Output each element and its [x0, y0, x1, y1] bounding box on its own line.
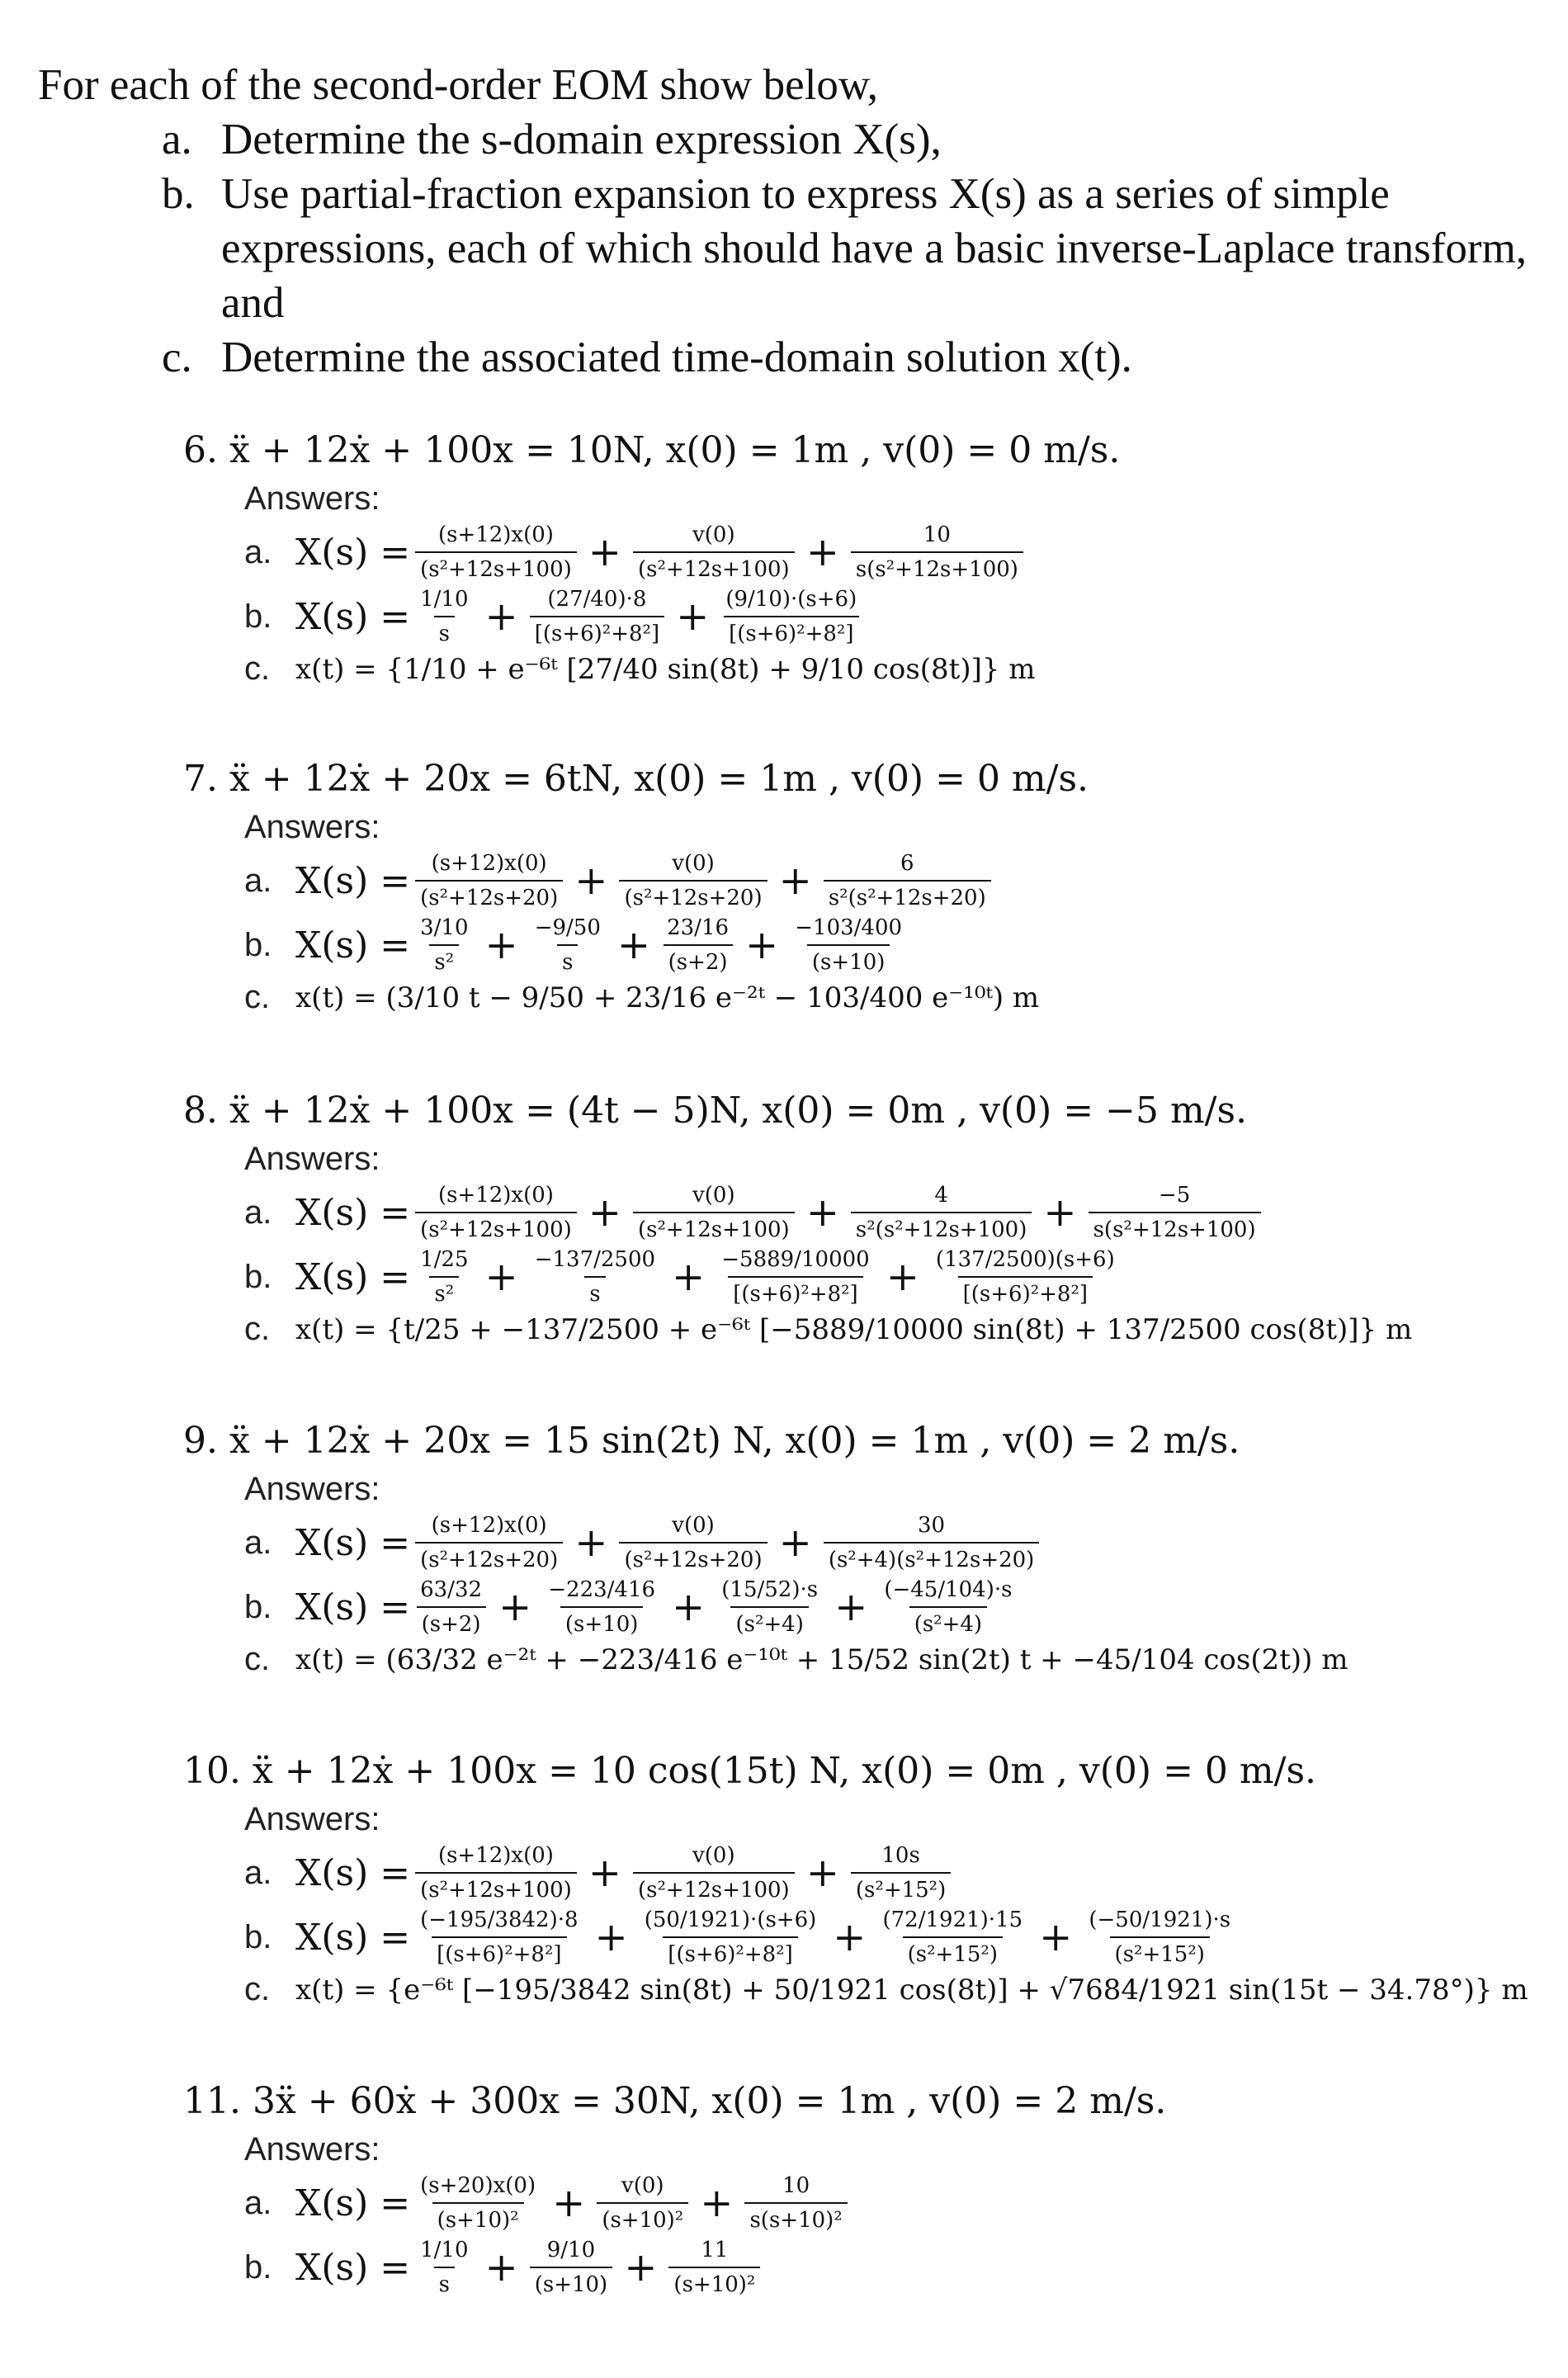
lhs: X(s) = — [295, 1586, 411, 1629]
fraction-term — [744, 2172, 847, 2234]
answer-c — [244, 650, 1036, 688]
denominator: [(s+6)²+8²] — [663, 1936, 797, 1968]
answer-letter: a. — [244, 1524, 272, 1561]
numerator: (72/1921)·15 — [882, 1908, 1023, 1932]
answer-letter: c. — [244, 1311, 271, 1347]
time-domain-solution: x(t) = {1/10 + e⁻⁶ᵗ [27/40 sin(8t) + 9/10 cos(8t)]} m — [295, 652, 1036, 686]
numerator: v(0) — [692, 1843, 735, 1868]
plus-operator: + — [1039, 1914, 1073, 1960]
fraction-term — [530, 2237, 613, 2298]
problem-statement — [183, 1750, 1316, 1792]
denominator: (s²+4)(s²+12s+20) — [824, 1542, 1040, 1573]
answer-c — [244, 1641, 1348, 1678]
problem-number: 11. — [183, 2080, 241, 2122]
numerator: (15/52)·s — [721, 1577, 819, 1602]
fraction-term — [790, 915, 907, 976]
numerator: v(0) — [672, 1513, 715, 1538]
fraction-term — [716, 1577, 823, 1638]
problem-eom: ẍ + 12ẋ + 100x = 10N, x(0) = 1m , v(0) = 0 m/s. — [229, 429, 1121, 471]
numerator: (137/2500)(s+6) — [935, 1247, 1115, 1272]
answer-c — [244, 1311, 1412, 1348]
answers-label: Answers: — [244, 2131, 380, 2168]
plus-operator: + — [594, 1914, 628, 1960]
denominator: s — [434, 616, 455, 647]
denominator: (s²+12s+100) — [415, 1212, 577, 1243]
answers-label: Answers: — [244, 1471, 380, 1507]
fraction-term — [530, 915, 606, 976]
instruction-item — [38, 112, 1568, 167]
plus-operator: + — [484, 2244, 518, 2291]
answers-label: Answers: — [244, 809, 380, 845]
denominator: (s²+4) — [730, 1606, 808, 1638]
answer-a — [244, 2172, 852, 2234]
fraction-term — [415, 1577, 487, 1638]
numerator: −9/50 — [534, 915, 601, 940]
plus-operator: + — [552, 2180, 586, 2226]
fraction-term — [415, 1182, 577, 1243]
answer-letter: a. — [244, 862, 272, 899]
problem-statement — [183, 2080, 1166, 2122]
denominator: (s²+15²) — [903, 1936, 1003, 1968]
fraction-term — [716, 1246, 874, 1307]
answer-b — [244, 2237, 765, 2298]
fraction-term — [851, 522, 1023, 583]
denominator: (s²+12s+20) — [619, 880, 767, 911]
problem-number: 10. — [183, 1750, 241, 1792]
denominator: (s+10)² — [597, 2202, 688, 2234]
fraction-term — [415, 1907, 583, 1968]
numerator: 4 — [934, 1183, 948, 1208]
fraction-term — [720, 586, 862, 647]
numerator: (s+20)x(0) — [420, 2173, 536, 2198]
answer-c — [244, 1971, 1528, 2008]
fraction-term — [1084, 1907, 1235, 1968]
denominator: [(s+6)²+8²] — [724, 616, 858, 647]
numerator: (−195/3842)·8 — [420, 1908, 579, 1932]
problem-statement — [183, 758, 1089, 800]
plus-operator: + — [588, 529, 621, 575]
fraction-term — [633, 1182, 795, 1243]
denominator: (s²+12s+20) — [415, 880, 563, 911]
instruction-letter: b. — [162, 170, 195, 218]
plus-operator: + — [672, 1254, 706, 1300]
time-domain-solution: x(t) = (3/10 t − 9/50 + 23/16 e⁻²ᵗ − 103/400 e⁻¹⁰ᵗ) m — [295, 981, 1040, 1014]
denominator: s — [584, 1276, 605, 1307]
time-domain-solution: x(t) = (63/32 e⁻²ᵗ + −223/416 e⁻¹⁰ᵗ + 15/52 sin(2t) t + −45/104 cos(2t)) m — [295, 1643, 1348, 1676]
numerator: (−50/1921)·s — [1089, 1908, 1231, 1932]
answers-label: Answers: — [244, 1801, 380, 1837]
instruction-item — [38, 330, 1568, 385]
denominator: (s+10)² — [432, 2202, 524, 2234]
fraction-term — [415, 850, 563, 911]
instruction-text: Determine the s-domain expression X(s), — [221, 116, 942, 163]
numerator: 11 — [701, 2238, 729, 2262]
plus-operator: + — [672, 1584, 706, 1630]
numerator: 63/32 — [420, 1577, 483, 1602]
answer-letter: b. — [244, 926, 272, 963]
answer-b — [244, 586, 867, 647]
fraction-term — [633, 1842, 795, 1903]
denominator: (s+2) — [417, 1606, 486, 1638]
instruction-text: Use partial-fraction expansion to express X(s) as a series of simple expressions, each of which should have a basic inverse-Laplace transform, and — [221, 170, 1528, 327]
answer-a — [244, 1842, 956, 1903]
answer-letter: a. — [244, 1194, 272, 1231]
answer-b — [244, 1246, 1125, 1307]
fraction-term — [931, 1246, 1120, 1307]
answer-letter: c. — [244, 1971, 271, 2007]
numerator: (50/1921)·(s+6) — [644, 1908, 817, 1932]
plus-operator: + — [805, 1850, 839, 1896]
fraction-term — [633, 522, 795, 583]
denominator: (s²+4) — [909, 1606, 987, 1638]
answer-a — [244, 850, 996, 911]
instruction-letter: c. — [162, 333, 192, 381]
fraction-term — [824, 850, 991, 911]
answer-b — [244, 915, 912, 976]
lhs: X(s) = — [295, 531, 411, 574]
numerator: v(0) — [621, 2173, 664, 2198]
problem-number: 6. — [183, 429, 218, 471]
denominator: [(s+6)²+8²] — [432, 1936, 566, 1968]
denominator: s — [434, 2267, 455, 2298]
fraction-term — [851, 1842, 951, 1903]
denominator: s — [557, 944, 578, 976]
fraction-term — [415, 586, 473, 647]
fraction-term — [878, 1907, 1028, 1968]
plus-operator: + — [498, 1584, 532, 1630]
plus-operator: + — [778, 1520, 812, 1566]
plus-operator: + — [484, 1254, 518, 1300]
denominator: (s²+12s+100) — [415, 1872, 577, 1903]
fraction-term — [619, 850, 767, 911]
numerator: 10s — [881, 1843, 920, 1868]
time-domain-solution: x(t) = {e⁻⁶ᵗ [−195/3842 sin(8t) + 50/1921 cos(8t)] + √7684/1921 sin(15t − 34.78°)} m — [295, 1973, 1528, 2007]
numerator: 10 — [782, 2173, 810, 2198]
fraction-term — [597, 2172, 688, 2234]
fraction-term — [824, 1512, 1040, 1573]
numerator: 3/10 — [420, 915, 469, 940]
numerator: (s+12)x(0) — [437, 1843, 554, 1868]
problem-eom: 3ẍ + 60ẋ + 300x = 30N, x(0) = 1m , v(0) = 2 m/s. — [252, 2080, 1167, 2122]
problem-eom: ẍ + 12ẋ + 20x = 15 sin(2t) N, x(0) = 1m , v(0) = 2 m/s. — [229, 1420, 1240, 1462]
fraction-term — [662, 915, 734, 976]
answer-letter: c. — [244, 979, 271, 1015]
numerator: 9/10 — [546, 2238, 596, 2262]
fraction-term — [415, 1842, 577, 1903]
denominator: (s²+15²) — [1110, 1936, 1210, 1968]
numerator: v(0) — [692, 1183, 735, 1208]
plus-operator: + — [700, 2180, 734, 2226]
answer-letter: a. — [244, 1854, 272, 1891]
denominator: s(s+10)² — [744, 2202, 847, 2234]
numerator: 23/16 — [667, 915, 730, 940]
answer-a — [244, 1182, 1266, 1243]
plus-operator: + — [484, 593, 518, 640]
numerator: 30 — [918, 1513, 946, 1538]
plus-operator: + — [1043, 1189, 1077, 1236]
fraction-term — [530, 586, 664, 647]
time-domain-solution: x(t) = {t/25 + −137/2500 + e⁻⁶ᵗ [−5889/10000 sin(8t) + 137/2500 cos(8t)]} m — [295, 1312, 1413, 1346]
denominator: s² — [429, 1276, 459, 1307]
plus-operator: + — [624, 2244, 658, 2291]
fraction-term — [668, 2237, 760, 2298]
fraction-term — [1089, 1182, 1261, 1243]
answer-b — [244, 1577, 1022, 1638]
answer-letter: b. — [244, 598, 272, 635]
denominator: [(s+6)²+8²] — [530, 616, 664, 647]
answer-letter: a. — [244, 2184, 272, 2221]
fraction-term — [879, 1577, 1017, 1638]
numerator: −103/400 — [795, 915, 903, 940]
plus-operator: + — [805, 529, 839, 575]
problem-eom: ẍ + 12ẋ + 20x = 6tN, x(0) = 1m , v(0) = 0 m/s. — [229, 758, 1089, 800]
denominator: (s²+12s+100) — [633, 1872, 795, 1903]
instruction-letter: a. — [162, 116, 192, 163]
lhs: X(s) = — [295, 1521, 411, 1564]
fraction-term — [415, 522, 577, 583]
answers-label: Answers: — [244, 480, 380, 517]
numerator: 6 — [900, 851, 914, 876]
fraction-term — [415, 2237, 473, 2298]
lhs: X(s) = — [295, 2246, 411, 2289]
problem-number: 7. — [183, 758, 218, 800]
denominator: s²(s²+12s+20) — [824, 880, 991, 911]
answer-letter: b. — [244, 1258, 272, 1295]
numerator: v(0) — [692, 522, 735, 547]
instructions-list — [38, 112, 1568, 385]
fraction-term — [415, 2172, 541, 2234]
problem-statement — [183, 1090, 1247, 1132]
denominator: (s+10) — [560, 1606, 644, 1638]
denominator: (s²+12s+100) — [633, 551, 795, 583]
numerator: −5889/10000 — [721, 1247, 870, 1272]
instruction-item — [38, 167, 1568, 330]
fraction-term — [530, 1246, 660, 1307]
answer-letter: b. — [244, 2248, 272, 2286]
answers-label: Answers: — [244, 1141, 380, 1177]
lhs: X(s) = — [295, 595, 411, 638]
numerator: −137/2500 — [534, 1247, 656, 1272]
plus-operator: + — [588, 1850, 621, 1896]
answer-b — [244, 1907, 1240, 1968]
fraction-term — [415, 915, 473, 976]
answer-letter: b. — [244, 1918, 272, 1955]
plus-operator: + — [574, 858, 608, 904]
denominator: [(s+6)²+8²] — [728, 1276, 862, 1307]
problem-eom: ẍ + 12ẋ + 100x = (4t − 5)N, x(0) = 0m , v(0) = −5 m/s. — [229, 1090, 1248, 1132]
answer-letter: b. — [244, 1588, 272, 1625]
answer-a — [244, 1512, 1044, 1573]
answer-c — [244, 979, 1039, 1016]
numerator: 10 — [923, 522, 951, 547]
numerator: (s+12)x(0) — [431, 851, 547, 876]
numerator: (s+12)x(0) — [437, 522, 554, 547]
denominator: s(s²+12s+100) — [1089, 1212, 1261, 1243]
numerator: −223/416 — [548, 1577, 656, 1602]
lhs: X(s) = — [295, 2182, 411, 2224]
instructions-lead: For each of the second-order EOM show below, — [38, 61, 878, 109]
problem-statement — [183, 429, 1120, 471]
plus-operator: + — [484, 922, 518, 968]
answer-letter: c. — [244, 1641, 271, 1677]
plus-operator: + — [616, 922, 651, 968]
numerator: (s+12)x(0) — [437, 1183, 554, 1208]
plus-operator: + — [574, 1520, 608, 1566]
plus-operator: + — [834, 1584, 868, 1630]
denominator: s² — [429, 944, 459, 976]
numerator: 1/10 — [420, 587, 469, 612]
lhs: X(s) = — [295, 1191, 411, 1234]
fraction-term — [619, 1512, 767, 1573]
denominator: s(s²+12s+100) — [851, 551, 1023, 583]
plus-operator: + — [676, 593, 710, 640]
numerator: 1/25 — [420, 1247, 469, 1272]
denominator: (s²+12s+100) — [633, 1212, 795, 1243]
denominator: (s+2) — [664, 944, 733, 976]
denominator: (s²+12s+20) — [619, 1542, 767, 1573]
fraction-term — [543, 1577, 660, 1638]
numerator: (27/40)·8 — [547, 587, 647, 612]
plus-operator: + — [588, 1189, 621, 1236]
plus-operator: + — [886, 1254, 919, 1300]
lhs: X(s) = — [295, 924, 411, 967]
plus-operator: + — [805, 1189, 839, 1236]
answer-letter: c. — [244, 650, 271, 687]
problem-eom: ẍ + 12ẋ + 100x = 10 cos(15t) N, x(0) = 0m , v(0) = 0 m/s. — [252, 1750, 1317, 1792]
numerator: (9/10)·(s+6) — [725, 587, 857, 612]
plus-operator: + — [745, 922, 779, 968]
numerator: −5 — [1158, 1183, 1191, 1208]
denominator: (s²+12s+100) — [415, 551, 577, 583]
denominator: [(s+6)²+8²] — [958, 1276, 1093, 1307]
fraction-term — [640, 1907, 822, 1968]
denominator: (s+10) — [807, 944, 890, 976]
denominator: (s+10) — [530, 2267, 613, 2298]
answer-a — [244, 522, 1028, 583]
lhs: X(s) = — [295, 1916, 411, 1959]
denominator: (s²+12s+20) — [415, 1542, 563, 1573]
plus-operator: + — [778, 858, 812, 904]
fraction-term — [415, 1246, 473, 1307]
problem-number: 8. — [183, 1090, 218, 1132]
instruction-text: Determine the associated time-domain solution x(t). — [221, 333, 1132, 381]
lhs: X(s) = — [295, 1255, 411, 1298]
denominator: (s+10)² — [668, 2267, 760, 2298]
plus-operator: + — [833, 1914, 867, 1960]
fraction-term — [851, 1182, 1032, 1243]
denominator: (s²+15²) — [851, 1872, 951, 1903]
problem-number: 9. — [183, 1420, 218, 1462]
numerator: (−45/104)·s — [884, 1577, 1013, 1602]
lhs: X(s) = — [295, 1851, 411, 1894]
numerator: 1/10 — [420, 2238, 469, 2262]
instructions — [38, 58, 1568, 385]
answer-letter: a. — [244, 533, 272, 570]
lhs: X(s) = — [295, 859, 411, 902]
problem-statement — [183, 1420, 1240, 1462]
numerator: v(0) — [672, 851, 715, 876]
numerator: (s+12)x(0) — [431, 1513, 547, 1538]
denominator: s²(s²+12s+100) — [851, 1212, 1032, 1243]
fraction-term — [415, 1512, 563, 1573]
